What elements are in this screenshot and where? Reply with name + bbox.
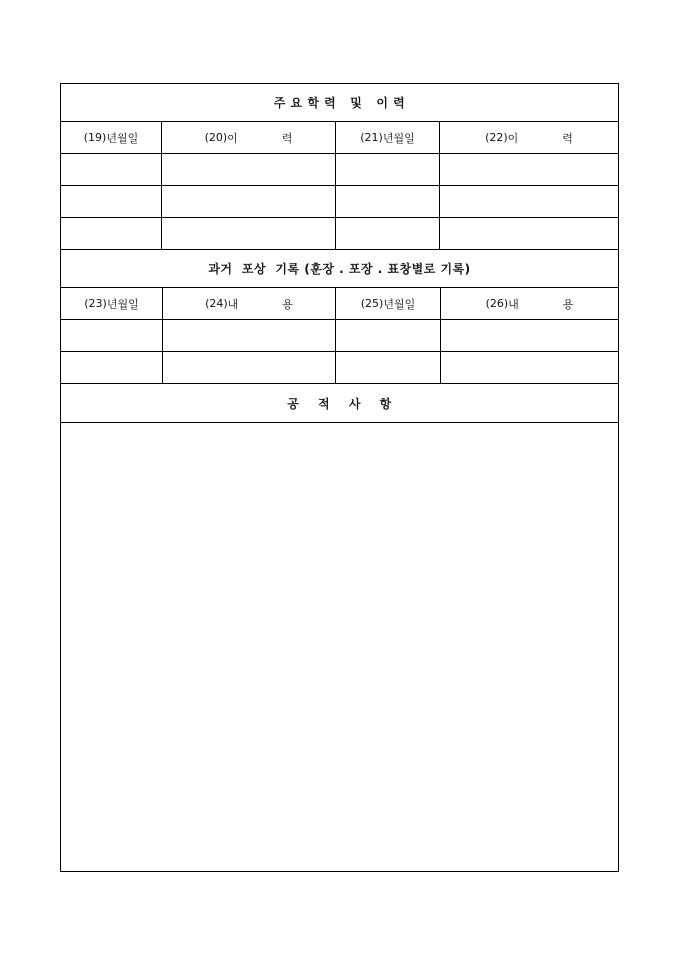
- entry-date-cell[interactable]: [336, 154, 440, 185]
- header-24-num: (24): [205, 297, 228, 310]
- entry-date-cell[interactable]: [61, 352, 163, 383]
- header-19-date: [61, 122, 162, 153]
- merit-details-title: [61, 384, 618, 423]
- education-entry-row: [61, 186, 618, 218]
- header-24-content: [163, 288, 336, 319]
- award-record-form: [60, 83, 619, 872]
- entry-date-cell[interactable]: [336, 320, 441, 351]
- header-19-num: (19): [83, 131, 107, 144]
- header-24-label-b: 용: [282, 297, 293, 311]
- award-history-header-row: [61, 288, 618, 320]
- header-22-label-b: 력: [562, 131, 573, 145]
- entry-history-cell[interactable]: [162, 186, 336, 217]
- header-21-label: 년월일: [382, 131, 415, 145]
- entry-content-cell[interactable]: [163, 320, 336, 351]
- header-25-label: 년월일: [383, 297, 416, 311]
- header-22-label-a: 이: [507, 131, 519, 145]
- header-21-date: [336, 122, 440, 153]
- header-21-num: (21): [360, 131, 383, 144]
- entry-date-cell[interactable]: [61, 320, 163, 351]
- header-20-label-a: 이: [227, 131, 238, 145]
- education-history-title-text: 주 요 학 력 및 이 력: [273, 96, 406, 110]
- header-26-label-b: 용: [562, 297, 574, 311]
- entry-date-cell[interactable]: [61, 186, 162, 217]
- entry-date-cell[interactable]: [336, 352, 441, 383]
- entry-content-cell[interactable]: [163, 352, 336, 383]
- merit-details-area[interactable]: [61, 423, 618, 871]
- header-20-num: (20): [204, 131, 228, 144]
- header-22-history: [440, 122, 618, 153]
- header-26-label-a: 내: [508, 297, 519, 311]
- header-20-history: [162, 122, 336, 153]
- entry-date-cell[interactable]: [61, 218, 162, 249]
- header-23-num: (23): [84, 297, 107, 310]
- education-entry-row: [61, 154, 618, 186]
- entry-history-cell[interactable]: [440, 218, 618, 249]
- entry-date-cell[interactable]: [336, 186, 440, 217]
- header-23-label: 년월일: [106, 297, 139, 311]
- education-entry-row: [61, 218, 618, 250]
- header-24-label-a: 내: [227, 297, 239, 311]
- header-25-num: (25): [360, 297, 384, 310]
- header-23-date: [61, 288, 163, 319]
- entry-history-cell[interactable]: [162, 154, 336, 185]
- merit-details-title-text: 공 적 사 항: [287, 396, 392, 411]
- entry-date-cell[interactable]: [336, 218, 440, 249]
- award-history-title-text: 과거 포상 기록 (훈장 . 포장 . 표창별로 기록): [208, 262, 471, 276]
- education-history-title: [61, 84, 618, 122]
- header-20-label-b: 력: [281, 131, 293, 145]
- award-history-title: [61, 250, 618, 288]
- header-25-date: [336, 288, 441, 319]
- award-entry-row: [61, 352, 618, 384]
- entry-content-cell[interactable]: [441, 352, 618, 383]
- header-22-num: (22): [485, 131, 508, 144]
- entry-history-cell[interactable]: [440, 154, 618, 185]
- entry-date-cell[interactable]: [61, 154, 162, 185]
- education-history-header-row: [61, 122, 618, 154]
- award-entry-row: [61, 320, 618, 352]
- entry-history-cell[interactable]: [440, 186, 618, 217]
- header-26-num: (26): [485, 297, 509, 310]
- entry-history-cell[interactable]: [162, 218, 336, 249]
- header-19-label: 년월일: [106, 131, 139, 145]
- entry-content-cell[interactable]: [441, 320, 618, 351]
- header-26-content: [441, 288, 618, 319]
